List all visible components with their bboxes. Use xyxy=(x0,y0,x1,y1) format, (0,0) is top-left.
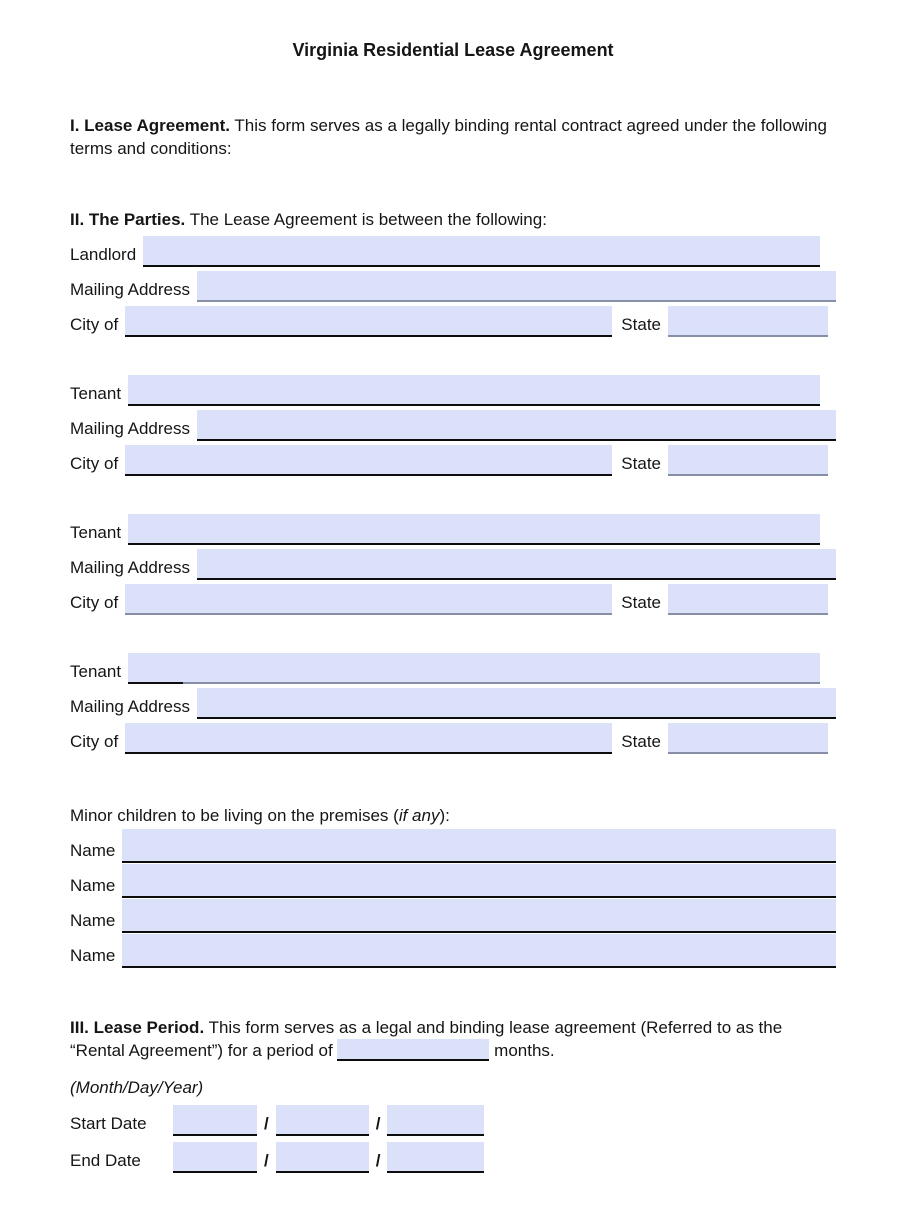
section-2-paragraph xyxy=(70,208,836,232)
state-label: State xyxy=(621,593,661,612)
if-any-italic: if any xyxy=(398,806,440,825)
section-2-body: The Lease Agreement is between the following: xyxy=(189,210,547,229)
end-date-day-input[interactable] xyxy=(276,1142,369,1173)
landlord-mailing-address-input[interactable] xyxy=(197,271,836,302)
month-day-year-note: (Month/Day/Year) xyxy=(70,1078,204,1097)
landlord-name-input[interactable] xyxy=(143,236,820,267)
state-label: State xyxy=(621,315,661,334)
tenant-1-row xyxy=(70,371,836,406)
tenant-label: Tenant xyxy=(70,662,122,681)
tenant-label: Tenant xyxy=(70,523,122,542)
name-label: Name xyxy=(70,946,116,965)
city-label: City of xyxy=(70,593,119,612)
start-date-row xyxy=(70,1101,836,1136)
date-separator: / xyxy=(375,1114,381,1133)
tenant-3-city-state-row xyxy=(70,719,836,754)
child-name-2-input[interactable] xyxy=(122,864,836,898)
landlord-row xyxy=(70,232,836,267)
section-3-heading: III. Lease Period. xyxy=(70,1018,205,1037)
city-label: City of xyxy=(70,732,119,751)
date-separator: / xyxy=(264,1151,269,1170)
child-name-row xyxy=(70,828,836,863)
tenant-1-state-input[interactable] xyxy=(668,445,828,476)
tenant-2-row xyxy=(70,510,836,545)
tenant-2-city-input[interactable] xyxy=(125,584,612,615)
start-date-year-input[interactable] xyxy=(387,1105,484,1136)
child-name-4-input[interactable] xyxy=(122,934,836,968)
minor-children-label: Minor children to be living on the premises (if any): xyxy=(70,806,450,825)
date-separator: / xyxy=(375,1151,381,1170)
child-name-3-input[interactable] xyxy=(122,899,836,933)
name-label: Name xyxy=(70,876,116,895)
state-label: State xyxy=(621,454,661,473)
tenant-2-mailing-address-input[interactable] xyxy=(197,549,836,580)
start-date-day-input[interactable] xyxy=(276,1105,369,1136)
landlord-mailing-row xyxy=(70,267,836,302)
tenant-3-mailing-address-input[interactable] xyxy=(197,688,836,719)
tenant-2-city-state-row xyxy=(70,580,836,615)
tenant-1-mailing-row xyxy=(70,406,836,441)
child-name-1-input[interactable] xyxy=(122,829,836,863)
mailing-address-label: Mailing Address xyxy=(70,280,191,299)
landlord-city-input[interactable] xyxy=(125,306,612,337)
section-1-paragraph xyxy=(70,114,836,160)
child-name-row xyxy=(70,863,836,898)
name-label: Name xyxy=(70,841,116,860)
landlord-label: Landlord xyxy=(70,245,137,264)
section-1-body: This form serves as a legally binding rental contract agreed under the following terms and conditions: xyxy=(70,116,827,158)
start-date-month-input[interactable] xyxy=(173,1105,257,1136)
tenant-3-row xyxy=(70,649,836,684)
mailing-address-label: Mailing Address xyxy=(70,419,191,438)
tenant-3-name-input[interactable] xyxy=(128,653,820,684)
landlord-city-state-row xyxy=(70,302,836,337)
section-3-body: This form serves as a legal and binding lease agreement (Referred to as the “Rental Agreement”) for a period of xyxy=(70,1018,783,1060)
city-label: City of xyxy=(70,315,119,334)
tenant-1-city-state-row xyxy=(70,441,836,476)
tenant-3-mailing-row xyxy=(70,684,836,719)
child-name-row xyxy=(70,933,836,968)
end-date-row xyxy=(70,1138,836,1173)
tenant-2-mailing-row xyxy=(70,545,836,580)
tenant-2-name-input[interactable] xyxy=(128,514,820,545)
tenant-2-block xyxy=(70,510,836,615)
tenant-1-city-input[interactable] xyxy=(125,445,612,476)
tenant-3-block xyxy=(70,649,836,754)
tenant-2-state-input[interactable] xyxy=(668,584,828,615)
landlord-state-input[interactable] xyxy=(668,306,828,337)
landlord-block xyxy=(70,232,836,337)
city-label: City of xyxy=(70,454,119,473)
end-date-label: End Date xyxy=(70,1151,141,1170)
section-2-heading: II. The Parties. xyxy=(70,210,186,229)
tenant-label: Tenant xyxy=(70,384,122,403)
date-separator: / xyxy=(264,1114,269,1133)
child-name-row xyxy=(70,898,836,933)
end-date-year-input[interactable] xyxy=(387,1142,484,1173)
section-3-paragraph xyxy=(70,1016,836,1062)
lease-months-input[interactable] xyxy=(337,1039,489,1061)
tenant-1-name-input[interactable] xyxy=(128,375,820,406)
tenant-3-city-input[interactable] xyxy=(125,723,612,754)
mailing-address-label: Mailing Address xyxy=(70,697,191,716)
end-date-month-input[interactable] xyxy=(173,1142,257,1173)
mailing-address-label: Mailing Address xyxy=(70,558,191,577)
start-date-label: Start Date xyxy=(70,1114,147,1133)
name-label: Name xyxy=(70,911,116,930)
tenant-1-block xyxy=(70,371,836,476)
page-title: Virginia Residential Lease Agreement xyxy=(292,40,614,60)
tenant-1-mailing-address-input[interactable] xyxy=(197,410,836,441)
tenant-3-state-input[interactable] xyxy=(668,723,828,754)
months-suffix: months. xyxy=(494,1041,555,1060)
section-1-heading: I. Lease Agreement. xyxy=(70,116,230,135)
state-label: State xyxy=(621,732,661,751)
